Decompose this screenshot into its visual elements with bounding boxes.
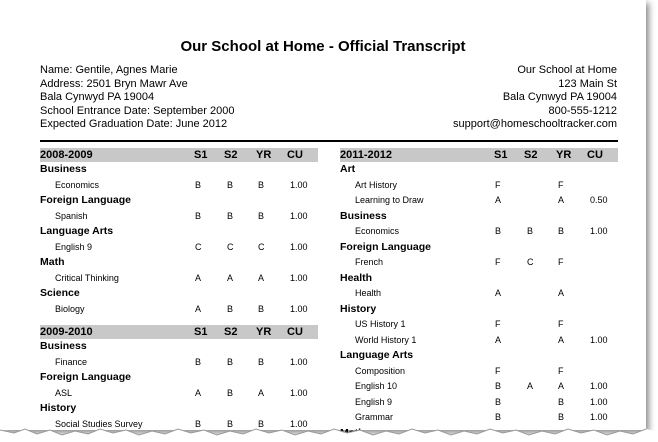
school-email: support@homeschooltracker.com [452, 118, 617, 131]
course-row [40, 240, 318, 256]
grade-yr: B [258, 418, 265, 429]
course-row [340, 395, 618, 411]
subject-heading: Business [40, 340, 87, 352]
grade-cu: 1.00 [290, 356, 308, 367]
course-row [40, 209, 318, 225]
course-name: English 9 [55, 241, 93, 252]
grade-s1: A [195, 303, 202, 314]
student-address: Address: 2501 Bryn Mawr Ave [40, 77, 188, 90]
grade-yr: A [258, 272, 265, 283]
course-name: World History 1 [355, 334, 417, 345]
grade-s2: B [527, 226, 534, 236]
grade-s1: B [495, 226, 502, 236]
subject-heading: History [340, 302, 377, 315]
grade-s1: F [495, 319, 501, 329]
subject-heading: Business [40, 163, 87, 175]
subject-heading: Language Arts [40, 225, 114, 237]
grade-s1: A [495, 288, 502, 298]
course-name: Art History [355, 179, 398, 190]
course-name: English 9 [355, 396, 393, 407]
course-name: US History 1 [355, 319, 406, 329]
column-header-cu: CU [287, 149, 303, 161]
grade-yr: B [558, 412, 565, 422]
year-block [340, 148, 618, 441]
course-name: Biology [55, 303, 85, 314]
grade-s2: A [527, 381, 534, 391]
course-name: Health [355, 288, 382, 298]
year-block [40, 325, 318, 432]
column-header-cu: CU [587, 149, 603, 161]
year-header [340, 148, 618, 162]
school-phone: 800-555-1212 [548, 104, 617, 117]
grade-yr: A [558, 334, 565, 345]
grade-cu: 1.00 [590, 396, 608, 407]
year-label: 2009-2010 [40, 326, 93, 338]
grade-s2: C [527, 257, 534, 267]
left-column [40, 148, 318, 432]
grade-yr: F [558, 257, 564, 267]
grade-s2: B [227, 356, 234, 367]
subject-heading: Health [340, 271, 373, 284]
graduation-date: Expected Graduation Date: June 2012 [40, 118, 228, 131]
page-title: Our School at Home - Official Transcript [180, 38, 466, 55]
year-gap [40, 317, 318, 325]
grade-cu: 1.00 [290, 179, 308, 190]
grade-yr: F [558, 319, 564, 329]
grade-yr: A [558, 288, 565, 298]
column-header-s1: S1 [194, 326, 208, 338]
course-row [340, 255, 618, 271]
grade-yr: C [258, 241, 265, 252]
course-row [340, 224, 618, 240]
course-row [340, 178, 618, 194]
course-name: Critical Thinking [55, 272, 119, 283]
grade-yr: A [558, 381, 565, 391]
grade-cu: 1.00 [290, 210, 308, 221]
grade-s2: B [227, 387, 234, 398]
course-row [340, 286, 618, 302]
grade-s1: B [495, 396, 502, 407]
grade-yr: B [558, 226, 565, 236]
course-name: Finance [55, 356, 88, 367]
subject-heading: Language Arts [340, 349, 414, 361]
course-name: ASL [55, 387, 73, 398]
subject-heading: Foreign Language [40, 194, 132, 206]
entrance-date: School Entrance Date: September 2000 [40, 104, 235, 117]
course-row [340, 364, 618, 380]
grade-cu: 1.00 [290, 418, 308, 429]
course-name: Composition [355, 365, 406, 376]
school-info [453, 64, 617, 132]
school-name: Our School at Home [517, 64, 617, 76]
student-name: Name: Gentile, Agnes Marie [40, 64, 178, 76]
grade-cu: 1.00 [590, 226, 608, 236]
course-row [340, 317, 618, 333]
grade-s1: B [195, 418, 202, 429]
grade-s1: B [195, 356, 202, 367]
course-name: Economics [355, 226, 400, 236]
grade-yr: B [258, 179, 265, 190]
column-header-s2: S2 [524, 149, 538, 161]
grade-cu: 1.00 [590, 334, 608, 345]
grade-s1: B [495, 381, 502, 391]
subject-heading: Art [340, 163, 356, 175]
grade-s2: B [227, 418, 234, 429]
grade-s1: A [495, 334, 502, 345]
grade-s1: F [495, 179, 501, 190]
grade-s2: B [227, 179, 234, 190]
grade-s1: F [495, 365, 501, 376]
year-label: 2008-2009 [40, 149, 93, 161]
course-row [40, 271, 318, 287]
column-header-s1: S1 [494, 149, 508, 161]
grade-cu: 1.00 [290, 241, 308, 252]
course-row [40, 386, 318, 402]
student-city: Bala Cynwyd PA 19004 [40, 91, 155, 104]
course-name: Spanish [55, 210, 88, 221]
column-header-s1: S1 [194, 149, 208, 161]
grade-s1: A [495, 195, 502, 205]
grade-cu: 1.00 [290, 387, 308, 398]
grade-cu: 0.50 [590, 195, 608, 205]
right-column [340, 148, 618, 441]
torn-edge [0, 424, 658, 442]
subject-heading: Business [340, 209, 387, 222]
grade-yr: B [258, 303, 265, 314]
column-header-s2: S2 [224, 326, 238, 338]
school-street: 123 Main St [558, 77, 617, 90]
header-divider [40, 140, 618, 142]
grade-cu: 1.00 [590, 412, 608, 422]
grade-s1: A [195, 387, 202, 398]
column-header-yr: YR [556, 149, 572, 161]
grade-cu: 1.00 [290, 303, 308, 314]
year-header [40, 325, 318, 339]
column-header-yr: YR [256, 149, 272, 161]
course-name: Economics [55, 179, 100, 190]
subject-heading: Math [40, 256, 65, 268]
course-row [340, 379, 618, 395]
course-row [40, 355, 318, 371]
subject-heading: Foreign Language [40, 371, 132, 383]
subject-heading: Foreign Language [340, 240, 432, 253]
grade-yr: F [558, 179, 564, 190]
grade-s1: B [195, 179, 202, 190]
year-header [40, 148, 318, 162]
school-city: Bala Cynwyd PA 19004 [502, 91, 617, 104]
grade-yr: F [558, 365, 564, 376]
course-name: Learning to Draw [355, 195, 424, 205]
grade-s2: A [227, 272, 234, 283]
grade-s2: B [227, 303, 234, 314]
column-header-yr: YR [256, 326, 272, 338]
course-row [40, 178, 318, 194]
column-header-cu: CU [287, 326, 303, 338]
course-row [340, 193, 618, 209]
grade-s1: F [495, 257, 501, 267]
grade-yr: A [258, 387, 265, 398]
grade-yr: A [558, 195, 565, 205]
course-name: French [355, 257, 384, 267]
grade-s1: A [195, 272, 202, 283]
course-name: English 10 [355, 381, 398, 391]
year-block [40, 148, 318, 317]
grade-yr: B [258, 210, 265, 221]
grade-s2: C [227, 241, 234, 252]
grade-yr: B [558, 396, 565, 407]
course-name: Social Studies Survey [55, 418, 143, 429]
grade-s2: B [227, 210, 234, 221]
course-row [40, 302, 318, 318]
grade-cu: 1.00 [590, 381, 608, 391]
grade-s1: C [195, 241, 202, 252]
subject-heading: Science [40, 287, 80, 299]
course-name: Grammar [355, 412, 393, 422]
column-header-s2: S2 [224, 149, 238, 161]
grade-s1: B [495, 412, 502, 422]
student-info [40, 64, 234, 132]
grade-s1: B [195, 210, 202, 221]
course-row [340, 333, 618, 349]
grade-yr: B [258, 356, 265, 367]
grade-cu: 1.00 [290, 272, 308, 283]
subject-heading: History [40, 402, 77, 414]
year-label: 2011-2012 [340, 149, 392, 161]
